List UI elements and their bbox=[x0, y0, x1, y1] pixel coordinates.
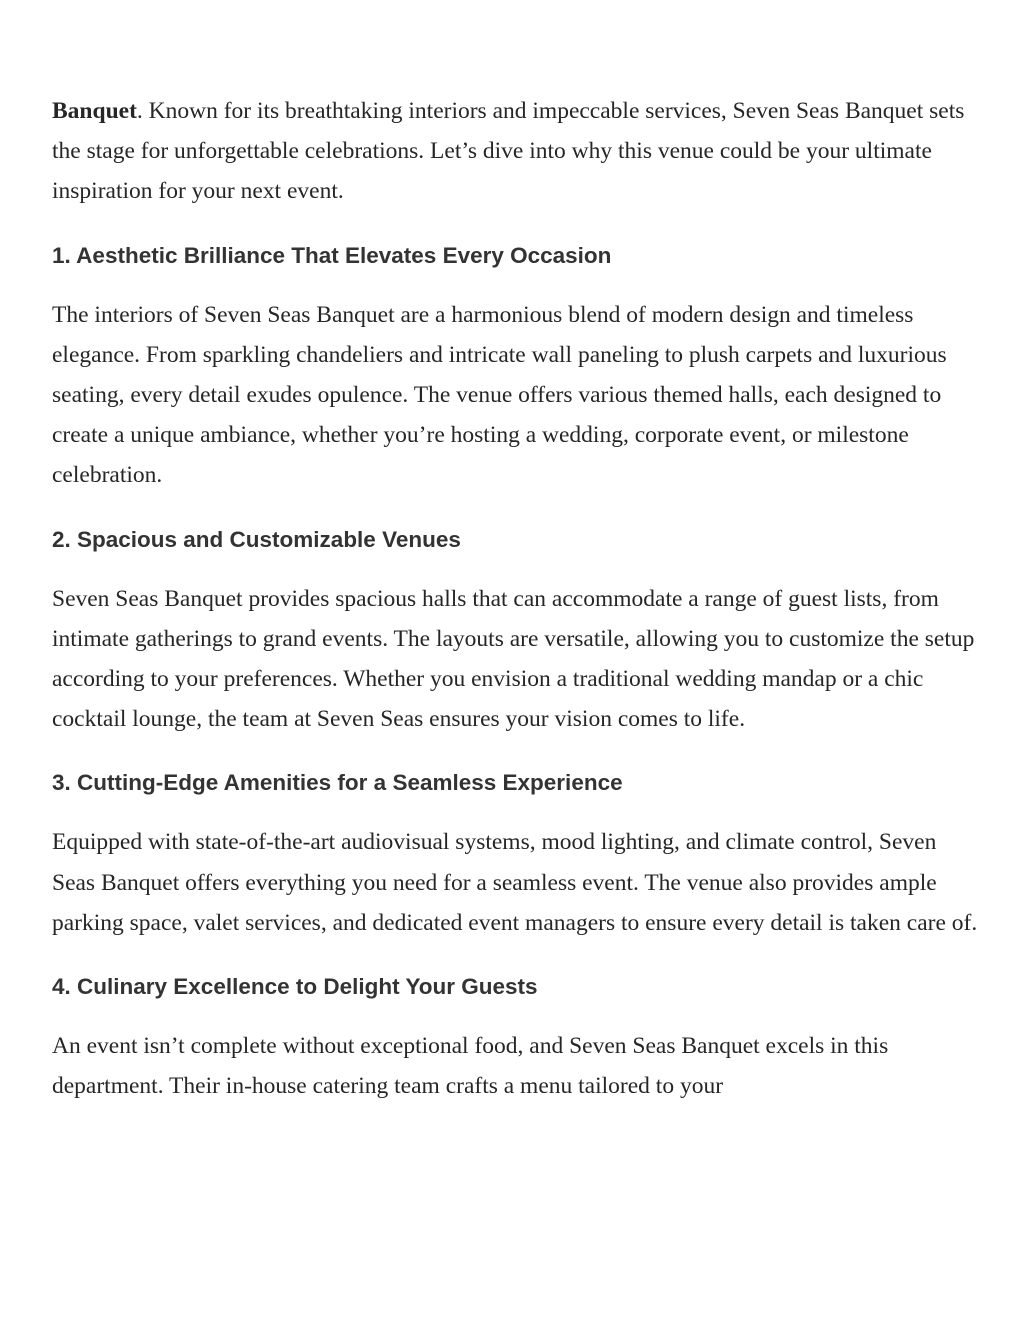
section-body-1: The interiors of Seven Seas Banquet are a harmonious blend of modern design and timeless elegance. From sparkling chandeliers and intricate wall paneling to plush carpets and luxurious seating, every detail exudes opulence. The venue offers various themed halls, each designed to create a unique ambiance, whether you’re hosting a wedding, corporate event, or milestone celebration. bbox=[52, 301, 947, 489]
document-page bbox=[52, 91, 982, 1106]
section-body-2: Seven Seas Banquet provides spacious halls that can accommodate a range of guest lists, from intimate gatherings to grand events. The layouts are versatile, allowing you to customize the setup according to your preferences. Whether you envision a traditional wedding mandap or a chic cocktail lounge, the team at Seven Seas ensures your vision comes to life. bbox=[52, 585, 975, 733]
section-heading-2: 2. Spacious and Customizable Venues bbox=[52, 526, 461, 552]
intro-paragraph bbox=[52, 91, 982, 212]
section-heading-1: 1. Aesthetic Brilliance That Elevates Every Occasion bbox=[52, 242, 612, 268]
intro-text: . Known for its breathtaking interiors and impeccable services, Seven Seas Banquet sets the stage for unforgettable celebrations. Let’s dive into why this venue could be your ultimate inspiration for your next event. bbox=[52, 98, 965, 205]
section-body-4: An event isn’t complete without exceptional food, and Seven Seas Banquet excels in this department. Their in-house catering team crafts a menu tailored to your bbox=[52, 1033, 889, 1100]
section-heading-3: 3. Cutting-Edge Amenities for a Seamless Experience bbox=[52, 770, 623, 796]
section-heading-4: 4. Culinary Excellence to Delight Your Guests bbox=[52, 974, 538, 1000]
section-body-3: Equipped with state-of-the-art audiovisual systems, mood lighting, and climate control, Seven Seas Banquet offers everything you need for a seamless event. The venue also provides ample parking space, valet services, and dedicated event managers to ensure every detail is taken care of. bbox=[52, 829, 978, 936]
intro-bold-lead: Banquet bbox=[52, 98, 137, 124]
